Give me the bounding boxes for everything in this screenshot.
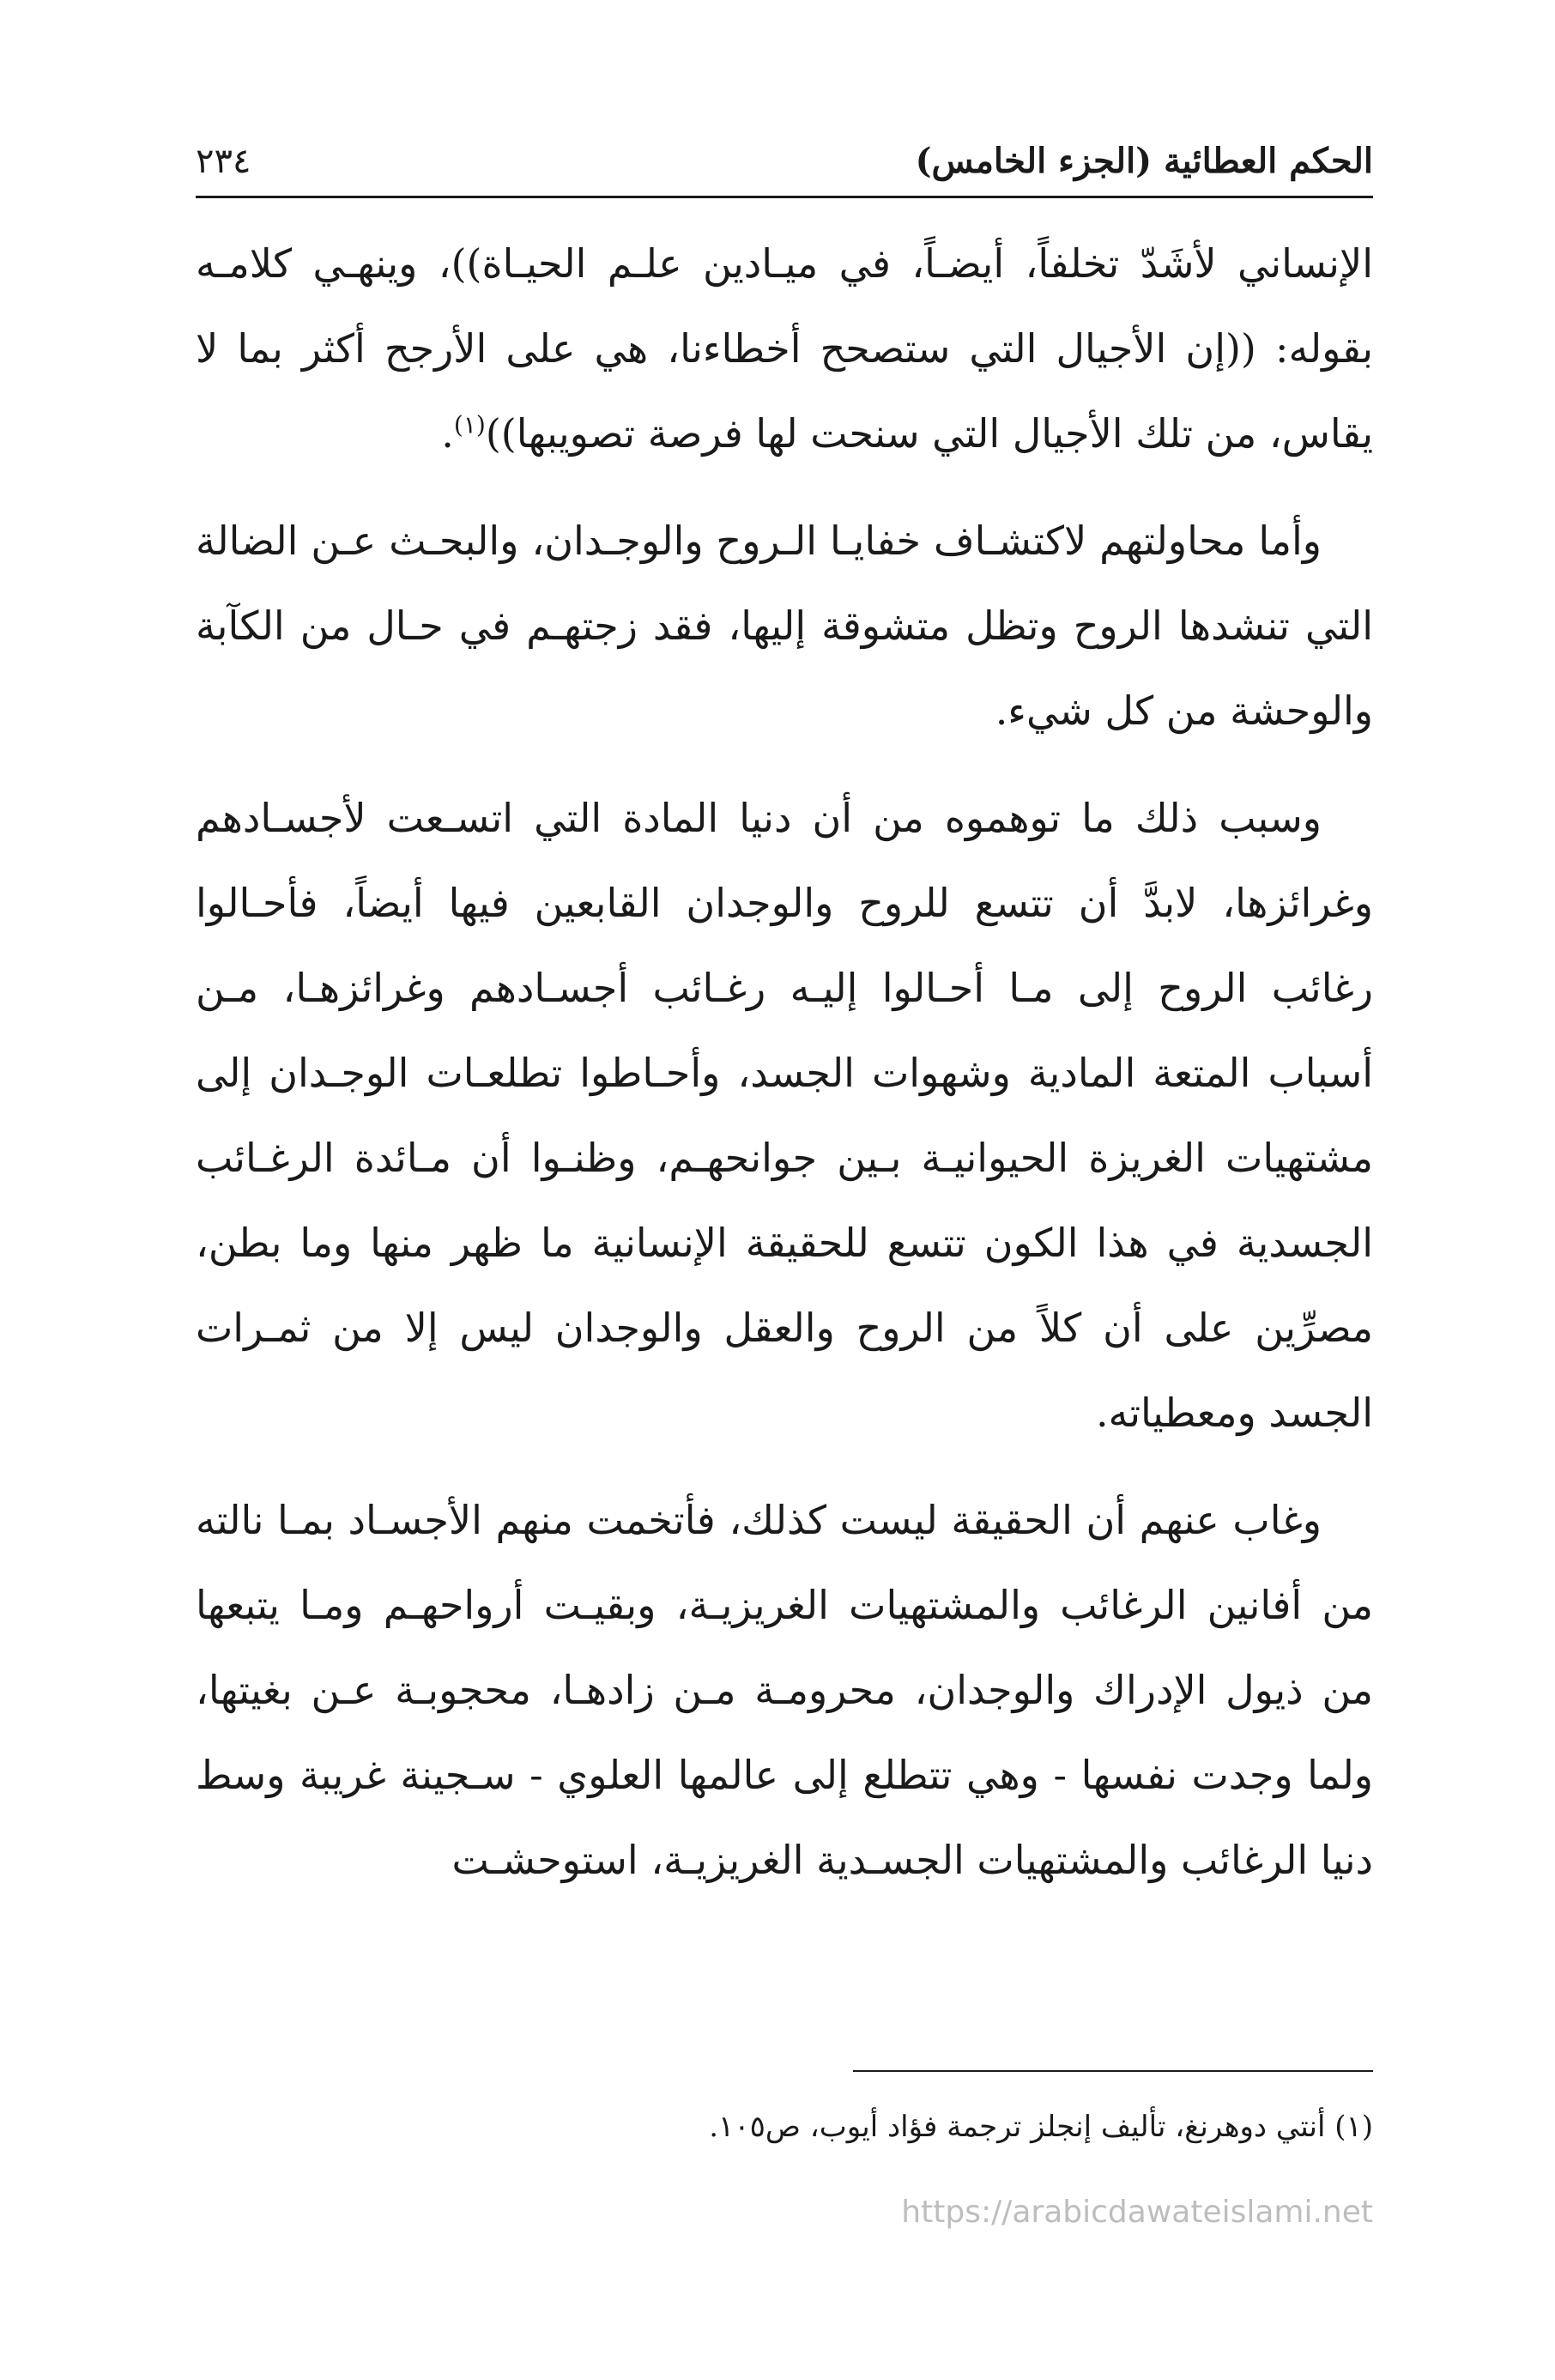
page-number: ٢٣٤: [196, 142, 251, 181]
main-text: [196, 221, 1373, 1925]
page-header: [196, 129, 1373, 197]
footnote-rule: [853, 2070, 1373, 2072]
paragraph-1-text: الإنساني لأشَدّ تخلفاً، أيضـاً، في ميـادين علـم الحيـاة))، وينهـي كلامـه بقوله: ((إن الأجيال التي ستصحح أخطاءنا، هي على الأرجح أكثر بما لا يقاس، من تلك الأجيال التي سنحت لها فرصة تصويبها)): [196, 240, 1373, 457]
paragraph-3: وسبب ذلك ما توهموه من أن دنيا المادة التي اتسـعت لأجسـادهم وغرائزها، لابدَّ أن تتسع للروح والوجدان القابعين فيها أيضاً، فأحـالوا رغائب الروح إلى مـا أحـالوا إليـه رغـائب أجسـادهم وغرائزهـا، مـن أسباب المتعة المادية وشهوات الجسد، وأحـاطوا تطلعـات الوجـدان إلى مشتهيات الغريزة الحيوانيـة بـين جوانحهـم، وظنـوا أن مـائدة الرغـائب الجسدية في هذا الكون تتسع للحقيقة الإنسانية ما ظهر منها وما بطن، مصرِّين على أن كلاً من الروح والعقل والوجدان ليس إلا من ثمـرات الجسد ومعطياته.: [196, 795, 1374, 1436]
header-rule: [196, 196, 1373, 198]
paragraph-2: وأما محاولتهم لاكتشـاف خفايـا الـروح والوجـدان، والبحـث عـن الضالة التي تنشدها الروح وتظل متشوقة إليها، فقد زجتهـم في حـال من الكآبة والوحشة من كل شيء.: [196, 518, 1373, 734]
watermark-url: https://arabicdawateislami.net: [901, 2195, 1373, 2230]
paragraph-4: وغاب عنهم أن الحقيقة ليست كذلك، فأتخمت منهم الأجسـاد بمـا نالته من أفانين الرغائب والمشتهيات الغريزيـة، وبقيـت أرواحهـم ومـا يتبعها من ذيول الإدراك والوجدان، محرومـة مـن زادهـا، محجوبـة عـن بغيتها، ولما وجدت نفسها - وهي تتطلع إلى عالمها العلوي - سـجينة غريبة وسط دنيا الرغائب والمشتهيات الجسـدية الغريزيـة، استوحشـت: [196, 1497, 1373, 1883]
paragraph-1-end: .: [441, 410, 454, 457]
footnote: (١) أنتي دوهرنغ، تأليف إنجلز ترجمة فؤاد أيوب، ص١٠٥.: [709, 2110, 1373, 2144]
paragraph-1: [196, 221, 1373, 476]
footnote-reference: (١): [453, 410, 486, 439]
running-title: الحكم العطائية (الجزء الخامس): [915, 141, 1373, 181]
